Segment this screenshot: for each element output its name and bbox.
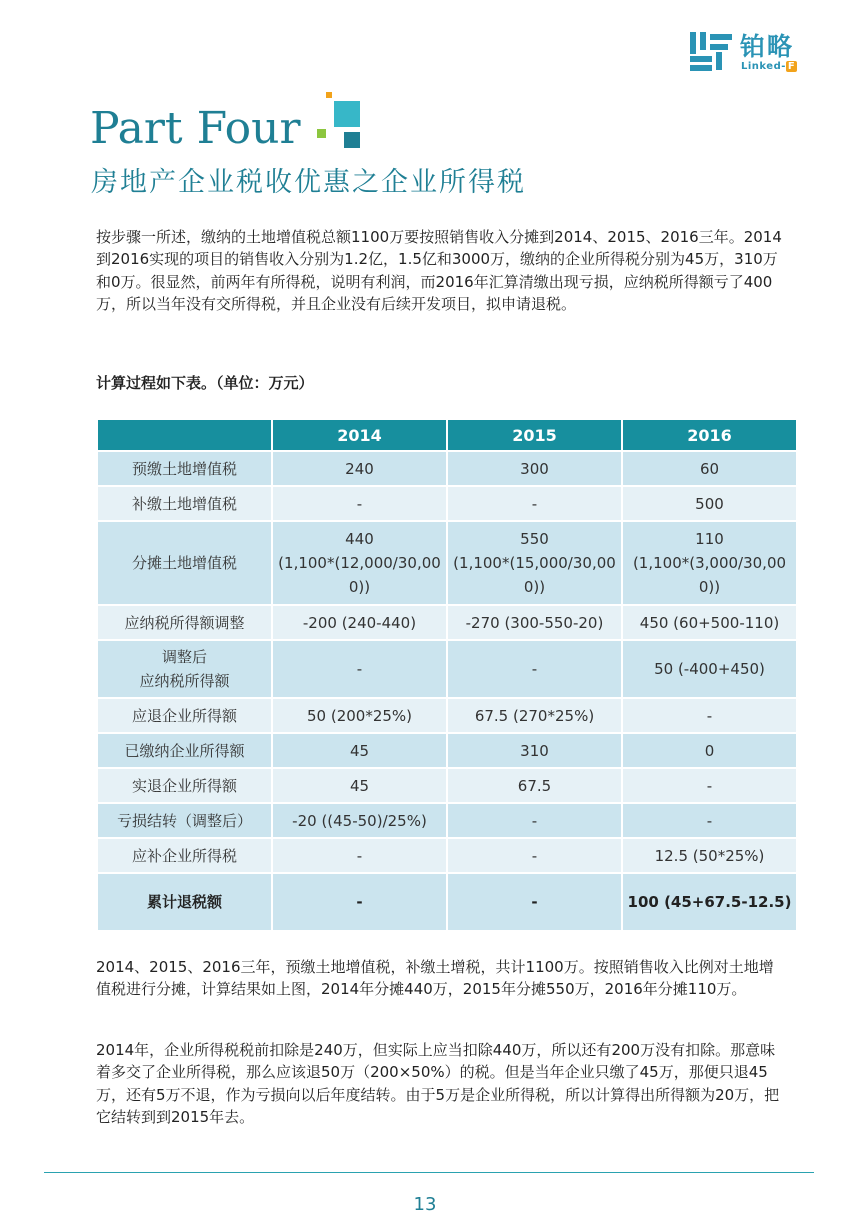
table-row xyxy=(98,641,796,697)
explanation-paragraph: 2014年，企业所得税税前扣除是240万，但实际上应当扣除440万，所以还有200万没有扣除。那意味着多交了企业所得税，那么应该退50万（200×50%）的税。但是当年企业只缴了45万，那便只退45万，还有5万不退，作为亏损向以后年度结转。由于5万是企业所得税，所以计算得出所得额为20万，把它结转到到2015年去。 xyxy=(96,1041,780,1127)
brand-name: 铂略 xyxy=(740,32,795,61)
value-cell: 12.5 (50*25%) xyxy=(623,839,796,872)
table-row xyxy=(98,522,796,604)
page-title: Part Four xyxy=(90,103,301,154)
brand-logo xyxy=(690,32,810,74)
value-cell: -200 (240-440) xyxy=(273,606,446,639)
value-cell: 67.5 (270*25%) xyxy=(448,699,621,732)
calculation-table xyxy=(96,418,798,932)
table-row xyxy=(98,769,796,802)
row-label-cell: 应补企业所得税 xyxy=(98,839,271,872)
value-cell: - xyxy=(448,804,621,837)
value-cell: 45 xyxy=(273,769,446,802)
value-cell: 0 xyxy=(623,734,796,767)
value-cell: 67.5 xyxy=(448,769,621,802)
table-row xyxy=(98,874,796,930)
page-number: 13 xyxy=(413,1194,437,1215)
table-caption: 计算过程如下表。（单位：万元） xyxy=(96,374,314,392)
row-label-cell: 调整后 应纳税所得额 xyxy=(98,641,271,697)
table-header-cell: 2015 xyxy=(448,420,621,450)
value-cell: 45 xyxy=(273,734,446,767)
value-cell: 50 (-400+450) xyxy=(623,641,796,697)
value-cell: 300 xyxy=(448,452,621,485)
value-cell: - xyxy=(448,487,621,520)
value-cell: - xyxy=(623,804,796,837)
value-cell: - xyxy=(448,641,621,697)
value-cell: - xyxy=(273,641,446,697)
intro-paragraph: 按步骤一所述，缴纳的土地增值税总额1100万要按照销售收入分摊到2014、2015、2016三年。2014到2016实现的项目的销售收入分别为1.2亿，1.5亿和3000万，缴纳的企业所得税分别为45万，310万和0万。很显然，前两年有所得税，说明有利润，而2016年汇算清缴出现亏损，应纳税所得额亏了400万，所以当年没有交所得税，并且企业没有后续开发项目，拟申请退税。 xyxy=(96,228,782,314)
linked-f-logo-icon xyxy=(690,32,734,72)
page-subtitle: 房地产企业税收优惠之企业所得税 xyxy=(91,167,526,198)
row-label-cell: 亏损结转（调整后） xyxy=(98,804,271,837)
value-cell: - xyxy=(623,769,796,802)
value-cell: 550 (1,100*(15,000/30,000)) xyxy=(448,522,621,604)
value-cell: - xyxy=(623,699,796,732)
value-cell: 100 (45+67.5-12.5) xyxy=(623,874,796,930)
table-row xyxy=(98,734,796,767)
value-cell: - xyxy=(448,839,621,872)
value-cell: - xyxy=(448,874,621,930)
row-label-cell: 实退企业所得额 xyxy=(98,769,271,802)
value-cell: 110 (1,100*(3,000/30,000)) xyxy=(623,522,796,604)
value-cell: 50 (200*25%) xyxy=(273,699,446,732)
row-label-cell: 应退企业所得额 xyxy=(98,699,271,732)
value-cell: 60 xyxy=(623,452,796,485)
row-label-cell: 补缴土地增值税 xyxy=(98,487,271,520)
table-row xyxy=(98,487,796,520)
value-cell: - xyxy=(273,839,446,872)
row-label-cell: 已缴纳企业所得额 xyxy=(98,734,271,767)
value-cell: 240 xyxy=(273,452,446,485)
table-row xyxy=(98,839,796,872)
table-header-cell: 2016 xyxy=(623,420,796,450)
table-header-row xyxy=(98,420,796,450)
table-row xyxy=(98,452,796,485)
value-cell: - xyxy=(273,874,446,930)
table-row xyxy=(98,606,796,639)
value-cell: -20 ((45-50)/25%) xyxy=(273,804,446,837)
row-label-cell: 应纳税所得额调整 xyxy=(98,606,271,639)
table-header-cell xyxy=(98,420,271,450)
table-header-cell: 2014 xyxy=(273,420,446,450)
value-cell: - xyxy=(273,487,446,520)
value-cell: 310 xyxy=(448,734,621,767)
footer-divider xyxy=(44,1172,814,1173)
value-cell: 450 (60+500-110) xyxy=(623,606,796,639)
value-cell: 500 xyxy=(623,487,796,520)
table-row xyxy=(98,804,796,837)
row-label-cell: 累计退税额 xyxy=(98,874,271,930)
row-label-cell: 分摊土地增值税 xyxy=(98,522,271,604)
value-cell: 440 (1,100*(12,000/30,000)) xyxy=(273,522,446,604)
row-label-cell: 预缴土地增值税 xyxy=(98,452,271,485)
brand-sub: Linked- F xyxy=(741,61,796,72)
value-cell: -270 (300-550-20) xyxy=(448,606,621,639)
table-row xyxy=(98,699,796,732)
summary-paragraph: 2014、2015、2016三年，预缴土地增值税，补缴土增税，共计1100万。按照销售收入比例对土地增值税进行分摊，计算结果如上图，2014年分摊440万，2015年分摊550万，2016年分摊110万。 xyxy=(96,958,774,999)
